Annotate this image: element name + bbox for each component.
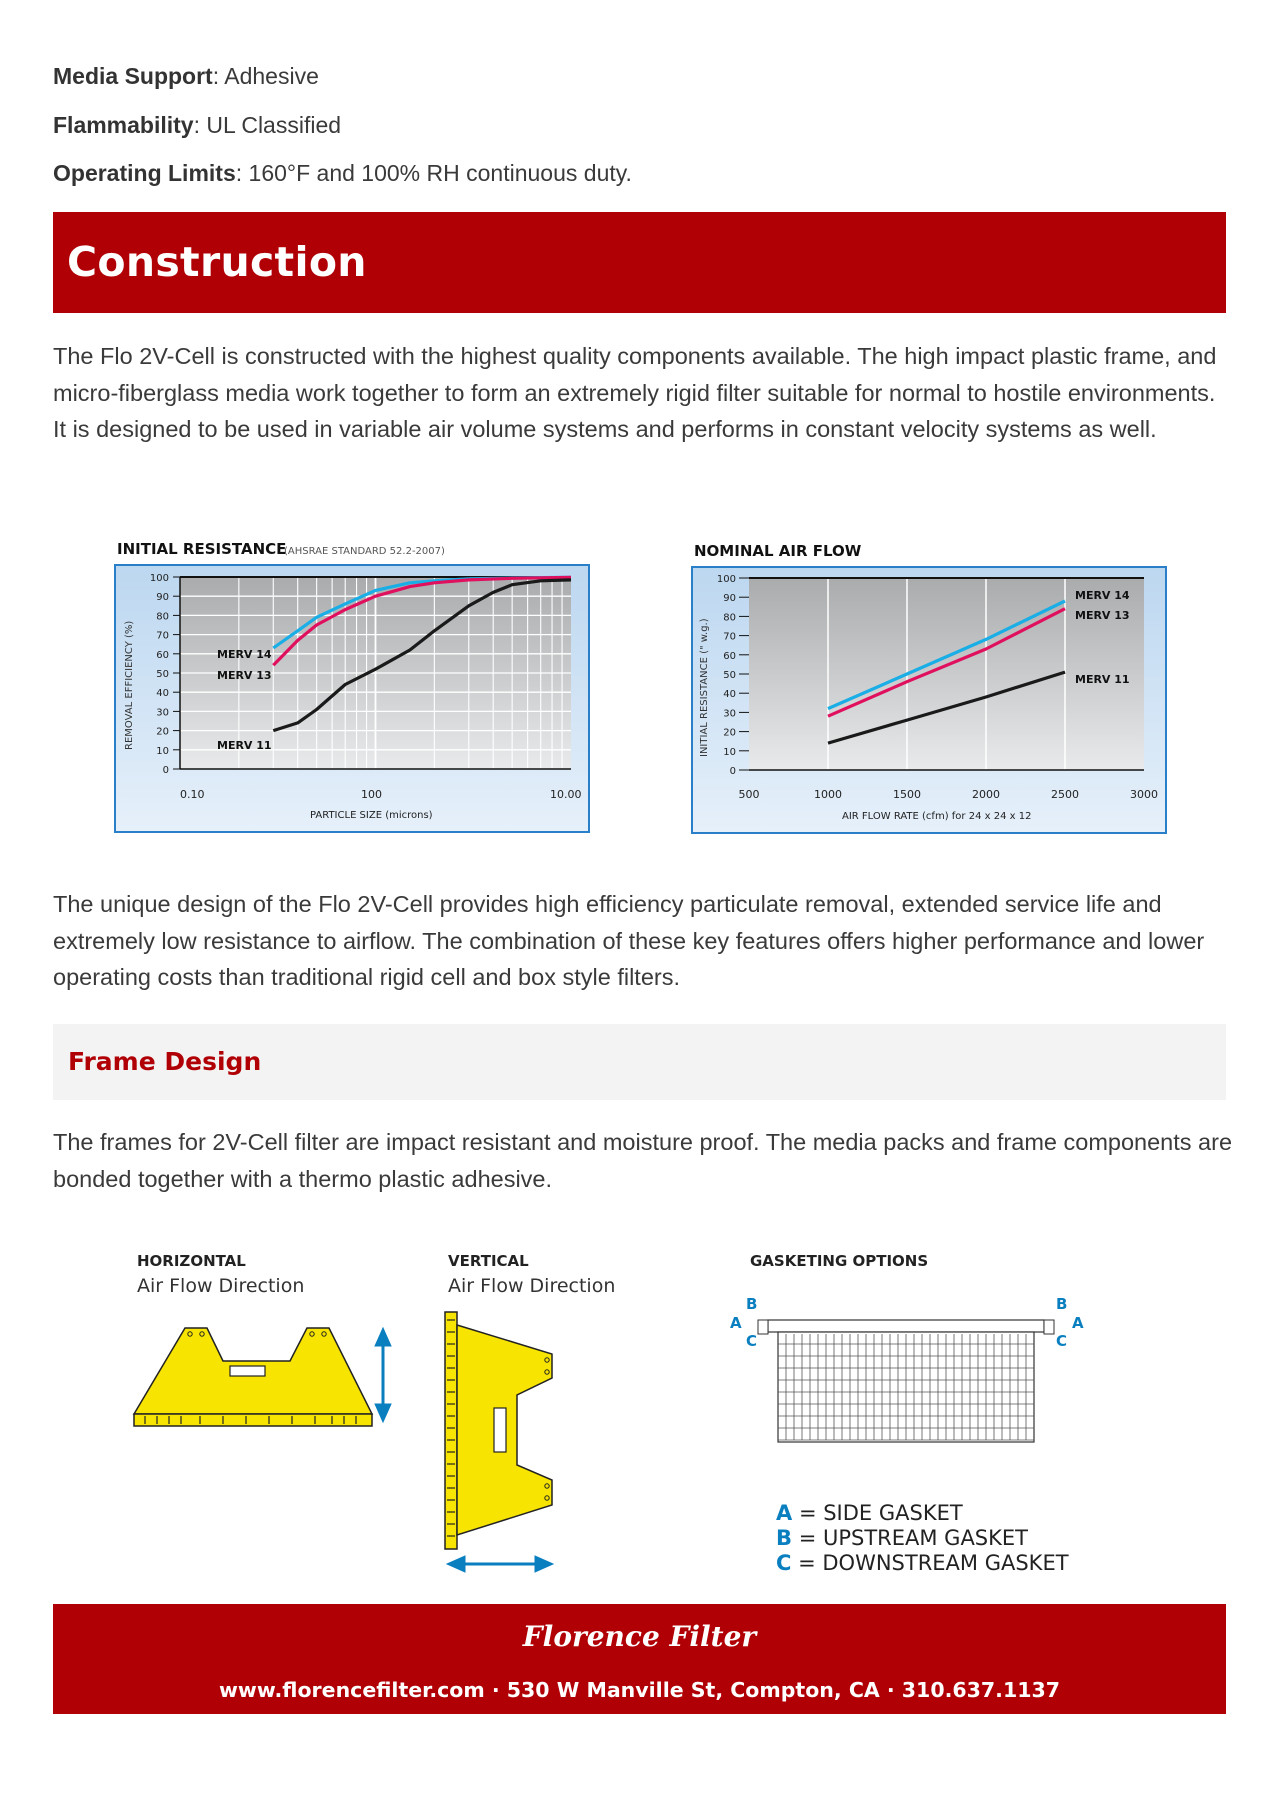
spec-label: Media Support [53, 63, 213, 89]
gasket-label-a-right: A [1072, 1314, 1084, 1332]
gasket-label-b-left: B [746, 1295, 758, 1313]
svg-text:A = SIDE GASKET [776, 1501, 963, 1525]
horizontal-diagram [134, 1252, 391, 1426]
chart1-ytick-label: 70 [156, 630, 169, 642]
chart2-ytick-label: 100 [716, 574, 736, 585]
chart2-xtick-label: 1000 [814, 788, 842, 801]
chart2-xtick-label: 3000 [1130, 788, 1158, 801]
construction-paragraph: The Flo 2V-Cell is constructed with the highest quality components available. The high impact plastic frame, and micro-fiberglass media work together to form an extremely rigid filter suitable for normal to hostile environments. It is designed to be used in variable air volume systems and performs in constant velocity systems as well. [53, 343, 1217, 442]
gasketing-diagram [730, 1252, 1084, 1575]
legend-text-a: = SIDE GASKET [792, 1501, 963, 1525]
frame-design-banner [53, 1024, 1226, 1100]
chart1-label-merv14: MERV 14 [217, 648, 272, 661]
legend-key-c: C [776, 1551, 792, 1575]
svg-text:B = UPSTREAM GASKET [776, 1526, 1028, 1550]
spec-label: Operating Limits [53, 160, 236, 186]
chart2-xtick-label: 2000 [972, 788, 1000, 801]
footer [53, 1604, 1226, 1714]
chart1-ytick-label: 80 [156, 611, 169, 623]
chart2-ytick-label: 30 [723, 708, 736, 720]
chart2-title: NOMINAL AIR FLOW [694, 542, 862, 560]
chart1-label-merv13: MERV 13 [217, 669, 272, 682]
vertical-diagram [445, 1252, 615, 1572]
chart2-ytick-label: 90 [723, 593, 736, 605]
footer-logo: Florence Filter [522, 1620, 757, 1653]
chart1-ytick-label: 50 [156, 669, 169, 680]
legend-text-b: = UPSTREAM GASKET [792, 1526, 1029, 1550]
gasket-legend [776, 1501, 1069, 1575]
frame-design-heading: Frame Design [68, 1047, 262, 1076]
legend-key-b: B [776, 1526, 793, 1550]
chart2-label-merv13: MERV 13 [1075, 609, 1130, 622]
chart2-ytick-label: 40 [723, 689, 736, 701]
horizontal-title: HORIZONTAL [137, 1252, 246, 1270]
chart1-ytick-label: 40 [156, 688, 169, 700]
chart1-ytick-label: 10 [156, 745, 169, 757]
chart2-ytick-label: 50 [723, 670, 736, 681]
chart2-xtick-label: 500 [738, 788, 760, 801]
chart2-ytick-label: 70 [723, 631, 736, 643]
horizontal-airflow-arrow [375, 1328, 391, 1422]
design-paragraph: The unique design of the Flo 2V-Cell provides high efficiency particulate removal, extended service life and extremely low resistance to airflow. The combination of these key features offers higher performance and lower operating costs than traditional rigid cell and box style filters. [53, 891, 1205, 990]
frame-design-paragraph: The frames for 2V-Cell filter are impact resistant and moisture proof. The media packs and frame components are bonded together with a thermo plastic adhesive. [53, 1129, 1233, 1192]
footer-contact: www.florencefilter.com · 530 W Manville St, Compton, CA · 310.637.1137 [218, 1678, 1061, 1702]
svg-text:C = DOWNSTREAM GASKET [776, 1551, 1069, 1575]
chart1-title: INITIAL RESISTANCE [117, 540, 287, 558]
legend-key-a: A [776, 1501, 793, 1525]
chart1-ytick-label: 90 [156, 592, 169, 604]
chart1-ytick-label: 0 [162, 765, 169, 776]
legend-text-c: = DOWNSTREAM GASKET [791, 1551, 1069, 1575]
gasket-label-b-right: B [1056, 1295, 1068, 1313]
spec-value: : UL Classified [193, 112, 342, 138]
construction-banner [53, 212, 1226, 313]
vertical-subtitle: Air Flow Direction [448, 1275, 616, 1297]
chart2-ytick-label: 0 [729, 766, 736, 777]
vertical-title: VERTICAL [448, 1252, 529, 1270]
gasket-label-c-left: C [746, 1332, 758, 1350]
chart2-xtick-label: 2500 [1051, 788, 1079, 801]
construction-heading: Construction [67, 238, 367, 286]
chart1-ytick-label: 60 [156, 649, 169, 661]
initial-resistance-chart [110, 535, 600, 835]
chart1-xtick-0: 0.10 [180, 788, 205, 801]
spec-flammability [53, 111, 341, 139]
chart1-xlabel: PARTICLE SIZE (microns) [310, 810, 433, 821]
chart1-xtick-2: 10.00 [550, 788, 582, 801]
chart2-ytick-label: 20 [723, 727, 736, 739]
spec-value: : 160°F and 100% RH continuous duty. [235, 160, 632, 186]
gasket-label-c-right: C [1056, 1332, 1068, 1350]
chart2-xtick-label: 1500 [893, 788, 921, 801]
spec-label: Flammability [53, 112, 194, 138]
spec-value: : Adhesive [212, 63, 319, 89]
chart2-xlabel: AIR FLOW RATE (cfm) for 24 x 24 x 12 [842, 811, 1032, 822]
chart1-ylabel: REMOVAL EFFICIENCY (%) [124, 620, 135, 750]
chart2-ytick-label: 10 [723, 746, 736, 758]
chart2-ylabel: INITIAL RESISTANCE (" w.g.) [699, 618, 710, 757]
nominal-air-flow-chart [685, 535, 1175, 835]
chart1-ytick-label: 100 [149, 573, 169, 584]
chart2-label-merv14: MERV 14 [1075, 589, 1130, 602]
gasket-title: GASKETING OPTIONS [750, 1252, 929, 1270]
horizontal-subtitle: Air Flow Direction [137, 1275, 305, 1297]
gasket-label-a-left: A [730, 1314, 742, 1332]
chart1-ytick-label: 30 [156, 707, 169, 719]
spec-media-support [53, 62, 319, 90]
chart2-ytick-label: 80 [723, 612, 736, 624]
chart1-xtick-1: 100 [361, 788, 382, 801]
chart1-ytick-label: 20 [156, 726, 169, 738]
chart1-label-merv11: MERV 11 [217, 739, 272, 752]
spec-operating-limits [53, 159, 632, 187]
chart1-subtitle: (AHSRAE STANDARD 52.2-2007) [284, 546, 445, 557]
frame-diagrams [110, 1240, 1210, 1580]
vertical-airflow-arrow [447, 1556, 553, 1572]
chart2-label-merv11: MERV 11 [1075, 673, 1130, 686]
chart2-ytick-label: 60 [723, 650, 736, 662]
